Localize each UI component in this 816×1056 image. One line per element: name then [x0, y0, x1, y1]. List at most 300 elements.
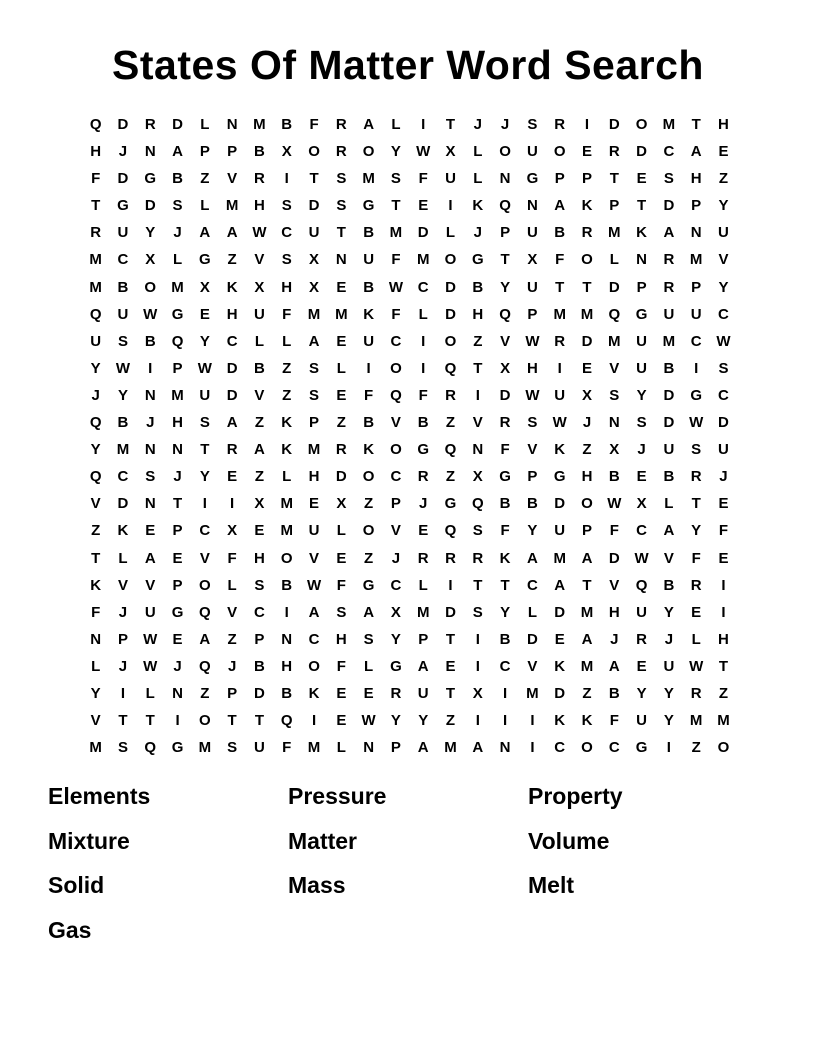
- grid-letter: A: [172, 143, 183, 161]
- grid-letter: P: [581, 170, 592, 188]
- grid-letter: D: [663, 414, 675, 432]
- grid-letter: K: [90, 576, 102, 594]
- grid-letter: U: [554, 522, 566, 540]
- grid-letter: T: [582, 278, 592, 296]
- grid-letter: J: [173, 468, 182, 486]
- grid-letter: S: [309, 386, 320, 404]
- grid-letter: F: [418, 386, 428, 404]
- grid-letter: O: [444, 251, 457, 269]
- grid-letter: A: [363, 116, 375, 133]
- grid-letter: Q: [499, 305, 511, 323]
- grid-letter: X: [472, 468, 483, 486]
- grid-letter: B: [363, 414, 375, 432]
- grid-letter: M: [362, 170, 375, 188]
- grid-letter: Q: [444, 522, 457, 540]
- grid-letter: P: [527, 305, 538, 323]
- grid-letter: W: [416, 143, 431, 161]
- grid-letter: Y: [199, 468, 210, 486]
- grid-letter: G: [444, 495, 457, 513]
- grid-letter: Z: [200, 684, 210, 702]
- grid-letter: S: [390, 170, 401, 188]
- grid-letter: I: [421, 116, 426, 133]
- grid-letter: E: [336, 712, 347, 730]
- grid-letter: K: [308, 684, 320, 702]
- grid-letter: Y: [500, 603, 511, 621]
- grid-letter: H: [472, 305, 484, 323]
- grid-letter: L: [418, 576, 428, 594]
- grid-letter: Z: [91, 522, 101, 540]
- grid-letter: Z: [718, 684, 729, 702]
- grid-letter: X: [281, 143, 292, 161]
- grid-letter: C: [417, 278, 429, 296]
- grid-letter: D: [445, 603, 456, 621]
- grid-letter: O: [308, 657, 320, 675]
- grid-letter: V: [527, 657, 538, 675]
- grid-letter: Z: [227, 251, 237, 269]
- letter-grid: [82, 111, 737, 761]
- grid-letter: F: [309, 116, 319, 133]
- grid-letter: U: [663, 305, 675, 323]
- grid-letter: L: [364, 657, 374, 675]
- grid-letter: L: [227, 576, 237, 594]
- grid-letter: L: [691, 630, 701, 648]
- grid-letter: A: [663, 224, 675, 242]
- grid-letter: F: [691, 549, 701, 567]
- grid-letter: X: [472, 684, 483, 702]
- grid-letter: L: [664, 495, 674, 513]
- grid-letter: T: [500, 251, 510, 269]
- word-list-item: Melt: [528, 872, 574, 898]
- grid-letter: Y: [418, 712, 429, 730]
- grid-letter: P: [691, 197, 702, 215]
- grid-letter: Z: [691, 739, 701, 757]
- grid-letter: A: [554, 576, 566, 594]
- grid-letter: V: [227, 603, 238, 621]
- grid-letter: S: [145, 468, 156, 486]
- page-title: States Of Matter Word Search: [112, 42, 704, 88]
- grid-letter: G: [362, 576, 375, 594]
- grid-letter: H: [718, 116, 729, 133]
- grid-letter: J: [637, 441, 646, 459]
- grid-letter: B: [254, 143, 265, 161]
- grid-letter: H: [172, 414, 183, 432]
- grid-letter: Z: [582, 684, 592, 702]
- grid-letter: G: [171, 305, 184, 323]
- grid-letter: G: [199, 251, 211, 269]
- grid-letter: W: [143, 630, 158, 648]
- grid-letter: A: [472, 739, 484, 757]
- grid-letter: G: [171, 603, 184, 621]
- grid-letter: D: [718, 414, 729, 432]
- grid-letter: H: [335, 630, 347, 648]
- grid-letter: B: [281, 576, 293, 594]
- grid-letter: C: [390, 332, 402, 350]
- grid-letter: C: [526, 576, 538, 594]
- grid-letter: H: [526, 359, 538, 377]
- grid-letter: N: [90, 630, 102, 648]
- grid-letter: I: [721, 576, 726, 594]
- grid-letter: K: [281, 414, 293, 432]
- grid-letter: M: [717, 712, 730, 730]
- grid-letter: O: [581, 495, 593, 513]
- grid-letter: U: [636, 712, 647, 730]
- grid-letter: Q: [499, 197, 511, 215]
- grid-letter: Y: [718, 197, 729, 215]
- grid-letter: J: [610, 630, 619, 648]
- grid-letter: S: [281, 251, 292, 269]
- grid-letter: A: [199, 224, 211, 242]
- grid-letter: Z: [200, 170, 210, 188]
- grid-letter: U: [526, 278, 538, 296]
- grid-letter: U: [308, 224, 320, 242]
- grid-letter: A: [608, 657, 620, 675]
- grid-letter: V: [309, 549, 320, 567]
- grid-letter: B: [117, 414, 129, 432]
- grid-letter: S: [336, 197, 347, 215]
- grid-letter: A: [144, 549, 156, 567]
- grid-letter: U: [308, 522, 320, 540]
- grid-letter: Q: [89, 414, 102, 432]
- grid-letter: X: [336, 495, 347, 513]
- grid-letter: O: [553, 143, 566, 161]
- grid-letter: X: [390, 603, 401, 621]
- grid-letter: P: [227, 684, 238, 702]
- grid-letter: A: [363, 603, 375, 621]
- grid-letter: K: [636, 224, 647, 242]
- grid-letter: W: [143, 305, 158, 323]
- grid-letter: M: [416, 251, 430, 269]
- grid-letter: V: [472, 414, 483, 432]
- grid-letter: F: [336, 657, 346, 675]
- grid-letter: I: [175, 712, 180, 730]
- grid-letter: H: [281, 278, 293, 296]
- grid-letter: R: [90, 224, 102, 242]
- grid-letter: D: [144, 197, 156, 215]
- grid-letter: O: [499, 143, 511, 161]
- grid-letter: P: [172, 522, 183, 540]
- grid-letter: I: [584, 116, 590, 133]
- grid-letter: I: [557, 359, 562, 377]
- grid-letter: O: [581, 251, 593, 269]
- grid-letter: V: [609, 576, 620, 594]
- grid-letter: D: [445, 278, 456, 296]
- grid-letter: N: [526, 197, 538, 215]
- grid-letter: U: [718, 224, 729, 242]
- grid-letter: X: [445, 143, 456, 161]
- grid-letter: P: [554, 170, 565, 188]
- grid-letter: I: [421, 332, 426, 350]
- grid-letter: H: [281, 657, 293, 675]
- grid-letter: Q: [635, 576, 648, 594]
- word-list-item: Pressure: [288, 783, 387, 809]
- grid-letter: I: [503, 684, 508, 702]
- grid-letter: W: [716, 332, 731, 350]
- grid-letter: G: [635, 305, 648, 323]
- grid-letter: J: [118, 603, 128, 621]
- grid-letter: L: [527, 603, 537, 621]
- grid-letter: Q: [280, 712, 293, 730]
- grid-letter: D: [608, 549, 620, 567]
- grid-letter: B: [554, 224, 566, 242]
- grid-letter: B: [472, 278, 484, 296]
- grid-letter: J: [473, 224, 482, 242]
- grid-letter: O: [717, 739, 730, 757]
- grid-letter: B: [254, 657, 265, 675]
- grid-letter: P: [418, 630, 429, 648]
- grid-letter: I: [230, 495, 235, 513]
- grid-letter: M: [198, 739, 212, 757]
- grid-letter: G: [690, 386, 703, 404]
- grid-letter: O: [308, 143, 320, 161]
- grid-letter: I: [448, 197, 453, 215]
- grid-letter: F: [227, 549, 237, 567]
- grid-letter: D: [663, 386, 675, 404]
- grid-letter: Q: [390, 386, 402, 404]
- grid-letter: U: [117, 224, 129, 242]
- grid-letter: N: [172, 684, 183, 702]
- grid-letter: U: [554, 386, 566, 404]
- grid-letter: F: [91, 170, 101, 188]
- grid-letter: O: [144, 278, 157, 296]
- grid-letter: R: [445, 386, 456, 404]
- grid-letter: D: [226, 386, 238, 404]
- grid-letter: E: [336, 386, 347, 404]
- grid-letter: Z: [473, 332, 483, 350]
- grid-letter: S: [691, 441, 702, 459]
- grid-letter: I: [284, 170, 289, 188]
- grid-letter: Q: [89, 305, 102, 323]
- grid-letter: L: [418, 305, 428, 323]
- grid-letter: V: [527, 441, 538, 459]
- grid-letter: B: [663, 468, 675, 486]
- grid-letter: S: [117, 332, 128, 350]
- grid-letter: B: [172, 170, 183, 188]
- grid-letter: L: [609, 251, 619, 269]
- grid-letter: N: [335, 251, 347, 269]
- grid-letter: L: [254, 332, 265, 350]
- grid-letter: N: [281, 630, 293, 648]
- grid-letter: S: [527, 116, 538, 133]
- grid-letter: H: [254, 549, 265, 567]
- grid-letter: S: [527, 414, 538, 432]
- grid-letter: A: [581, 549, 593, 567]
- grid-letter: X: [500, 359, 511, 377]
- grid-letter: X: [254, 278, 265, 296]
- grid-letter: K: [117, 522, 129, 540]
- grid-letter: R: [335, 143, 347, 161]
- word-list-item: Gas: [48, 916, 92, 943]
- grid-letter: D: [663, 197, 675, 215]
- grid-letter: C: [226, 332, 238, 350]
- grid-letter: R: [690, 684, 702, 702]
- grid-letter: E: [554, 630, 565, 648]
- grid-letter: P: [390, 739, 401, 757]
- grid-letter: S: [172, 197, 183, 215]
- grid-letter: D: [608, 278, 620, 296]
- grid-letter: I: [202, 495, 207, 513]
- grid-letter: L: [473, 143, 483, 161]
- grid-letter: L: [200, 116, 210, 133]
- grid-letter: U: [363, 251, 375, 269]
- grid-letter: I: [148, 359, 153, 377]
- grid-letter: U: [663, 441, 675, 459]
- grid-letter: W: [607, 495, 622, 513]
- grid-letter: O: [362, 468, 375, 486]
- grid-letter: B: [281, 684, 293, 702]
- grid-letter: R: [663, 251, 675, 269]
- grid-letter: X: [309, 251, 320, 269]
- grid-letter: R: [445, 549, 456, 567]
- grid-letter: A: [690, 143, 702, 161]
- grid-letter: E: [199, 305, 210, 323]
- grid-letter: Z: [282, 359, 292, 377]
- grid-letter: M: [389, 224, 403, 242]
- grid-letter: W: [388, 278, 403, 296]
- grid-letter: E: [145, 522, 156, 540]
- grid-letter: G: [144, 170, 157, 188]
- grid-letter: S: [472, 522, 483, 540]
- grid-letter: Y: [117, 386, 128, 404]
- grid-letter: U: [636, 332, 647, 350]
- grid-letter: G: [635, 739, 648, 757]
- grid-letter: M: [89, 739, 102, 757]
- grid-letter: M: [580, 657, 594, 675]
- grid-letter: C: [390, 576, 402, 594]
- grid-letter: P: [172, 359, 183, 377]
- grid-letter: Q: [471, 495, 484, 513]
- grid-letter: T: [718, 657, 729, 675]
- grid-letter: Y: [390, 143, 401, 161]
- grid-letter: C: [718, 386, 729, 404]
- grid-letter: Y: [500, 278, 511, 296]
- grid-letter: I: [530, 739, 535, 757]
- grid-letter: Y: [199, 332, 210, 350]
- grid-letter: X: [581, 386, 592, 404]
- grid-letter: E: [336, 278, 347, 296]
- grid-letter: E: [172, 549, 183, 567]
- grid-letter: I: [721, 603, 726, 621]
- grid-letter: S: [281, 197, 292, 215]
- grid-letter: O: [362, 143, 375, 161]
- grid-letter: D: [335, 468, 347, 486]
- grid-letter: E: [445, 657, 456, 675]
- grid-letter: T: [391, 197, 401, 215]
- grid-letter: U: [690, 305, 702, 323]
- grid-letter: R: [499, 414, 511, 432]
- grid-letter: B: [281, 116, 293, 133]
- grid-letter: M: [689, 712, 703, 730]
- grid-letter: T: [637, 197, 647, 215]
- grid-letter: R: [554, 116, 566, 133]
- grid-letter: H: [608, 603, 620, 621]
- grid-letter: R: [690, 468, 702, 486]
- grid-letter: L: [473, 170, 483, 188]
- grid-letter: E: [309, 495, 320, 513]
- grid-letter: T: [336, 224, 346, 242]
- grid-letter: W: [306, 576, 322, 594]
- grid-letter: Q: [199, 657, 211, 675]
- grid-letter: Y: [527, 522, 538, 540]
- grid-letter: L: [145, 684, 155, 702]
- grid-letter: M: [225, 197, 239, 215]
- grid-letter: E: [418, 522, 429, 540]
- grid-letter: E: [336, 549, 347, 567]
- grid-letter: V: [145, 576, 156, 594]
- grid-letter: H: [90, 143, 102, 161]
- grid-letter: V: [117, 576, 128, 594]
- grid-letter: K: [363, 441, 375, 459]
- grid-letter: D: [254, 684, 265, 702]
- grid-letter: A: [581, 630, 593, 648]
- grid-letter: F: [336, 576, 346, 594]
- grid-letter: T: [145, 712, 155, 730]
- grid-letter: X: [254, 495, 265, 513]
- grid-letter: M: [608, 224, 621, 242]
- grid-letter: C: [390, 468, 402, 486]
- grid-letter: O: [199, 576, 211, 594]
- grid-letter: T: [254, 712, 265, 730]
- grid-letter: K: [472, 197, 484, 215]
- grid-letter: D: [117, 116, 129, 133]
- grid-letter: C: [608, 739, 620, 757]
- word-list-item: Mixture: [48, 827, 130, 854]
- grid-letter: M: [444, 739, 457, 757]
- grid-letter: D: [526, 630, 538, 648]
- grid-letter: D: [308, 197, 320, 215]
- grid-letter: M: [307, 305, 321, 323]
- grid-letter: E: [636, 657, 647, 675]
- grid-letter: Z: [718, 170, 729, 188]
- grid-letter: U: [663, 657, 675, 675]
- grid-letter: D: [636, 143, 647, 161]
- grid-letter: S: [254, 576, 265, 594]
- grid-letter: T: [445, 630, 456, 648]
- grid-letter: T: [445, 684, 456, 702]
- grid-letter: E: [581, 359, 592, 377]
- grid-letter: T: [91, 549, 101, 567]
- grid-letter: P: [254, 630, 265, 648]
- grid-letter: O: [390, 359, 402, 377]
- grid-letter: B: [499, 495, 511, 513]
- grid-letter: Y: [390, 630, 401, 648]
- grid-letter: N: [636, 251, 647, 269]
- grid-letter: X: [527, 251, 538, 269]
- word-list: [48, 776, 768, 954]
- grid-letter: T: [309, 170, 319, 188]
- grid-letter: E: [336, 332, 347, 350]
- grid-letter: I: [311, 712, 317, 730]
- grid-letter: O: [362, 522, 375, 540]
- grid-letter: F: [500, 441, 510, 459]
- grid-letter: S: [199, 414, 210, 432]
- grid-letter: Z: [336, 414, 346, 432]
- grid-letter: W: [689, 657, 704, 675]
- grid-letter: D: [581, 332, 593, 350]
- grid-letter: N: [499, 170, 511, 188]
- grid-letter: B: [608, 684, 620, 702]
- grid-letter: G: [526, 170, 539, 188]
- grid-letter: L: [282, 332, 292, 350]
- grid-letter: E: [636, 468, 647, 486]
- grid-letter: K: [554, 657, 566, 675]
- grid-letter: C: [690, 332, 702, 350]
- grid-letter: S: [363, 630, 374, 648]
- grid-letter: B: [417, 414, 429, 432]
- grid-letter: U: [254, 305, 265, 323]
- grid-letter: F: [555, 251, 565, 269]
- grid-letter: W: [689, 414, 704, 432]
- grid-letter: P: [199, 143, 210, 161]
